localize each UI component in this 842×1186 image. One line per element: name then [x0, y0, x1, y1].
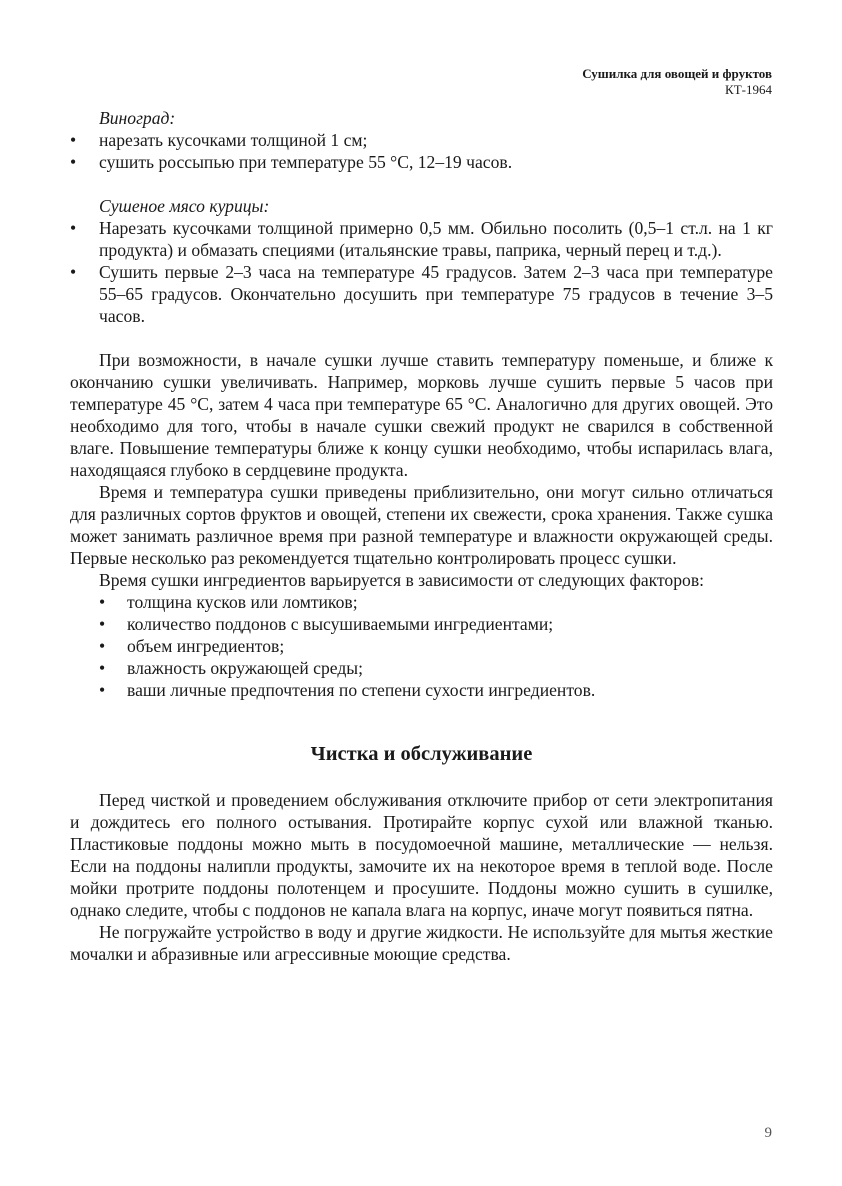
grapes-heading: Виноград: — [99, 108, 176, 128]
section-title: Чистка и обслуживание — [310, 743, 533, 765]
list-item: • Нарезать кусочками толщиной примерно 0,5 мм. Обильно посолить (0,5–1 ст.л. на 1 кг продукта) и обмазать специями (итальянские травы, паприка, черный перец и т.д.). — [70, 217, 773, 261]
list-item: • влажность окружающей среды; — [70, 657, 773, 679]
header-title: Сушилка для овощей и фруктов — [582, 66, 772, 81]
chicken-heading: Сушеное мясо курицы: — [99, 196, 270, 216]
paragraph: Время и температура сушки приведены приблизительно, они могут сильно отличаться для различных сортов фруктов и овощей, степени их свежести, срока хранения. Также сушка может занимать различное время при разной температуре и влажности окружающей среды. Первые несколько раз рекомендуется тщательно контролировать процесс сушки. — [70, 482, 773, 568]
paragraph: Не погружайте устройство в воду и другие жидкости. Не используйте для мытья жесткие мочалки и абразивные или агрессивные моющие средства. — [70, 922, 773, 964]
chicken-list — [70, 217, 773, 327]
factors-list — [70, 591, 773, 701]
list-item: • толщина кусков или ломтиков; — [70, 591, 773, 613]
list-item: • нарезать кусочками толщиной 1 см; — [70, 129, 773, 151]
list-item: • объем ингредиентов; — [70, 635, 773, 657]
paragraph: Время сушки ингредиентов варьируется в зависимости от следующих факторов: — [99, 570, 705, 590]
page-number: 9 — [764, 1125, 772, 1141]
list-item: • сушить россыпью при температуре 55 °С, 12–19 часов. — [70, 151, 773, 173]
list-item: • ваши личные предпочтения по степени сухости ингредиентов. — [70, 679, 773, 701]
list-item: • Сушить первые 2–3 часа на температуре 45 градусов. Затем 2–3 часа при температуре 55–65 градусов. Окончательно досушить при температуре 75 градусов в течение 3–5 часов. — [70, 261, 773, 327]
grapes-list — [70, 129, 773, 173]
header-model: КТ-1964 — [725, 82, 772, 97]
list-item: • количество поддонов с высушиваемыми ингредиентами; — [70, 613, 773, 635]
page-header — [582, 66, 772, 98]
paragraph: При возможности, в начале сушки лучше ставить температуру поменьше, и ближе к окончанию сушки увеличивать. Например, морковь лучше сушить первые 5 часов при температуре 45 °С, затем 4 часа при температуре 65 °С. Аналогично для других овощей. Это необходимо для того, чтобы в начале сушки свежий продукт не сварился в собственной влаге. Повышение температуры ближе к концу сушки необходимо, чтобы испарилась влага, находящаяся глубоко в сердцевине продукта. — [70, 350, 773, 480]
page-content — [70, 107, 773, 965]
paragraph: Перед чисткой и проведением обслуживания отключите прибор от сети электропитания и дождитесь его полного остывания. Протирайте корпус сухой или влажной тканью. Пластиковые поддоны можно мыть в посудомоечной машине, металлические — нельзя. Если на поддоны налипли продукты, замочите их на некоторое время в теплой воде. После мойки протрите поддоны полотенцем и просушите. Поддоны можно сушить в сушилке, однако следите, чтобы с поддонов не капала влага на корпус, иначе могут появиться пятна. — [70, 790, 773, 920]
